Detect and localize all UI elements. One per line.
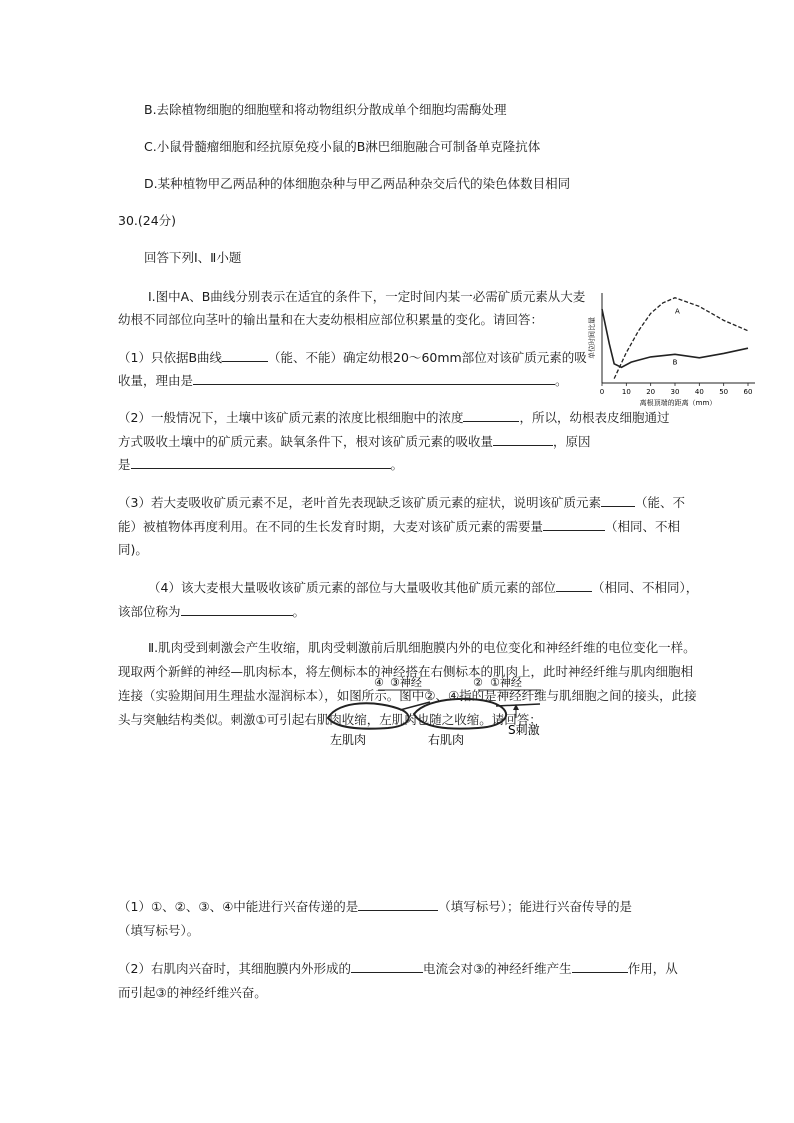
part1-q1-text-a: （1）只依据B曲线 bbox=[118, 350, 223, 365]
answer-blank-q1-2[interactable] bbox=[193, 372, 555, 385]
chart-x-tick-label: 20 bbox=[646, 388, 656, 396]
answer-blank-p2-q2-2[interactable] bbox=[572, 960, 628, 973]
part1-q2-text-c: 方式吸收土壤中的矿质元素。缺氧条件下，根对该矿质元素的吸收量 bbox=[118, 434, 494, 449]
answer-blank-q3-1[interactable] bbox=[601, 494, 635, 507]
chart-series-label-B: B bbox=[672, 358, 678, 367]
part1-q3-line2 bbox=[118, 518, 680, 536]
diagram-stim: S刺激 bbox=[508, 723, 540, 737]
chart-series-label-A: A bbox=[675, 307, 680, 316]
answer-blank-p2-q1-1[interactable] bbox=[358, 898, 438, 911]
part1-q2-line3 bbox=[118, 456, 403, 474]
part1-q1-line2 bbox=[118, 372, 568, 390]
part1-line1: Ⅰ.图中A、B曲线分别表示在适宜的条件下，一定时间内某一必需矿质元素从大麦 bbox=[148, 289, 586, 304]
option-c: C.小鼠骨髓瘤细胞和经抗原免疫小鼠的B淋巴细胞融合可制备单克隆抗体 bbox=[144, 139, 541, 154]
chart-xlabel: 离根顶端的距离（mm） bbox=[639, 399, 717, 407]
chart-x-tick-label: 60 bbox=[743, 388, 753, 396]
answer-blank-q2-3[interactable] bbox=[131, 456, 391, 469]
diagram-label-1: ①神经 bbox=[490, 676, 522, 689]
right-nerve-line bbox=[496, 704, 540, 706]
part1-q4-text-a: （4）该大麦根大量吸收该矿质元素的部位与大量吸收其他矿质元素的部位 bbox=[148, 580, 556, 595]
answer-blank-q2-2[interactable] bbox=[493, 433, 553, 446]
part2-line2: 现取两个新鲜的神经—肌肉标本，将左侧标本的神经搭在右侧标本的肌肉上，此时神经纤维与肌肉细胞相 bbox=[118, 664, 694, 679]
part1-q3-text-b: （能、不 bbox=[634, 495, 685, 510]
diagram-label-2: ② bbox=[473, 676, 483, 689]
mineral-curve-chart bbox=[590, 288, 760, 408]
punct: 。 bbox=[292, 604, 306, 619]
part1-q3-text-c: 能）被植物体再度利用。在不同的生长发育时期，大麦对该矿质元素的需要量 bbox=[118, 519, 544, 534]
part1-q2-line2 bbox=[118, 433, 591, 451]
chart-x-tick-label: 40 bbox=[694, 388, 704, 396]
part1-q2-text-e: 是 bbox=[118, 457, 131, 472]
part1-q1-text-b: （能、不能）确定幼根20～60mm部位对该矿质元素的吸 bbox=[268, 350, 587, 365]
part1-q4-line2 bbox=[118, 603, 305, 621]
option-b: B.去除植物细胞的细胞壁和将动物组织分散成单个细胞均需酶处理 bbox=[144, 102, 507, 117]
part1-q2-text-b: ，所以，幼根表皮细胞通过 bbox=[519, 410, 670, 425]
part1-q4-text-b: （相同、不相同）， bbox=[591, 580, 699, 595]
part2-q1-line1 bbox=[118, 898, 632, 916]
left-muscle-shape bbox=[328, 703, 409, 728]
part2-line4: 头与突触结构类似。刺激①可引起右肌肉收缩，左肌肉也随之收缩。请回答： bbox=[118, 712, 542, 727]
option-d: D.某种植物甲乙两品种的体细胞杂种与甲乙两品种杂交后代的染色体数目相同 bbox=[144, 176, 571, 191]
part2-q2-text-b: 电流会对③的神经纤维产生 bbox=[422, 961, 572, 976]
part1-q3-line3: 同)。 bbox=[118, 542, 148, 557]
part2-q2-text-a: （2）右肌肉兴奋时，其细胞膜内外形成的 bbox=[118, 961, 351, 976]
chart-x-tick-label: 10 bbox=[621, 388, 631, 396]
part1-q3-text-a: （3）若大麦吸收矿质元素不足，老叶首先表现缺乏该矿质元素的症状，说明该矿质元素 bbox=[118, 495, 601, 510]
part1-q3-line1 bbox=[118, 494, 685, 512]
answer-blank-q3-2[interactable] bbox=[543, 518, 605, 531]
diagram-right-muscle: 右肌肉 bbox=[428, 733, 465, 747]
diagram-label-4: ④ bbox=[374, 676, 384, 689]
part1-q2-text-d: ，原因 bbox=[553, 434, 591, 449]
part1-line2: 幼根不同部位向茎叶的输出量和在大麦幼根相应部位积累量的变化。请回答： bbox=[118, 312, 544, 327]
part2-q1-line2: （填写标号）。 bbox=[118, 923, 200, 938]
question-30-header: 30.(24分) bbox=[118, 213, 177, 228]
part1-q1-text-c: 收量，理由是 bbox=[118, 373, 194, 388]
chart-svg bbox=[590, 288, 760, 408]
chart-x-tick-label: 50 bbox=[719, 388, 729, 396]
part2-q2-line1 bbox=[118, 960, 678, 978]
part2-q2-line2: 而引起③的神经纤维兴奋。 bbox=[118, 985, 267, 1000]
diagram-svg bbox=[318, 674, 558, 749]
chart-x-tick-label: 30 bbox=[670, 388, 680, 396]
chart-ylabel: 单位时间比量 bbox=[588, 317, 596, 359]
part2-q2-text-c: 作用，从 bbox=[627, 961, 678, 976]
part1-q2-text-a: （2）一般情况下，土壤中该矿质元素的浓度比根细胞中的浓度 bbox=[118, 410, 464, 425]
punct: 。 bbox=[555, 373, 568, 388]
answer-blank-p2-q2-1[interactable] bbox=[351, 960, 423, 973]
chart-series-line-A bbox=[614, 298, 748, 379]
part1-q3-text-d: （相同、不相 bbox=[605, 519, 681, 534]
part1-q2-line1 bbox=[118, 409, 669, 427]
answer-blank-q2-1[interactable] bbox=[463, 409, 519, 422]
part1-q4-line1 bbox=[148, 579, 698, 597]
answer-blank-q1-1[interactable] bbox=[222, 349, 268, 362]
part2-line1: Ⅱ.肌肉受到刺激会产生收缩，肌肉受刺激前后肌细胞膜内外的电位变化和神经纤维的电位变化一样。 bbox=[148, 640, 696, 655]
nerve-muscle-diagram bbox=[318, 674, 558, 749]
part1-q1-line1 bbox=[118, 349, 587, 367]
answer-blank-q4-1[interactable] bbox=[556, 579, 592, 592]
chart-x-tick-label: 0 bbox=[599, 388, 605, 396]
diagram-left-muscle: 左肌肉 bbox=[330, 733, 367, 747]
question-30-intro: 回答下列Ⅰ、Ⅱ小题 bbox=[144, 250, 242, 265]
part2-q1-text-a: （1）①、②、③、④中能进行兴奋传递的是 bbox=[118, 899, 359, 914]
part2-q1-text-b: （填写标号）；能进行兴奋传导的是 bbox=[438, 899, 633, 914]
diagram-label-3: ③神经 bbox=[390, 676, 422, 689]
punct: 。 bbox=[390, 457, 404, 472]
part2-line3: 连接（实验期间用生理盐水湿润标本），如图所示。图中②、④指的是神经纤维与肌细胞之间的接头，此接 bbox=[118, 688, 697, 703]
part1-q4-text-c: 该部位称为 bbox=[118, 604, 181, 619]
answer-blank-q4-2[interactable] bbox=[181, 603, 293, 616]
